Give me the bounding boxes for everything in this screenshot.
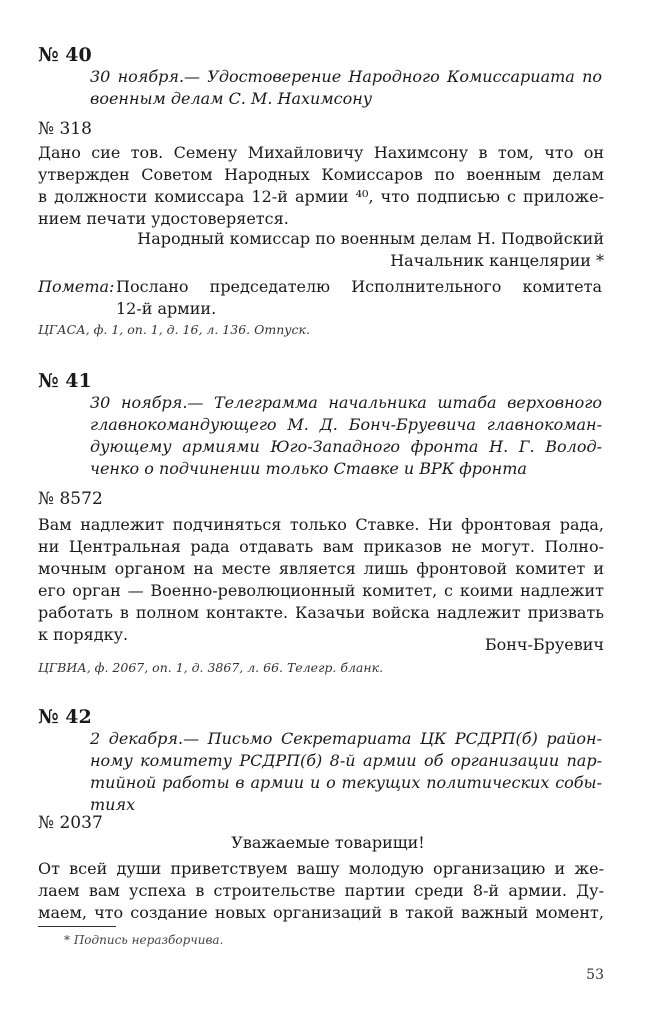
footnote-divider [38, 926, 116, 927]
document-number-40: № 40 [38, 44, 92, 66]
body-line: Дано сие тов. Семену Михайловичу Нахимсону в том, что он [38, 143, 604, 162]
archive-source-40: ЦГАСА, ф. 1, оп. 1, д. 16, л. 136. Отпуск. [38, 322, 310, 337]
note-line: Послано председателю Исполнительного комитета [116, 277, 602, 296]
footnote: * Подпись неразборчива. [64, 933, 224, 947]
document-number-41: № 41 [38, 370, 92, 392]
note-line: 12-й армии. [116, 299, 217, 318]
body-line: работать в полном контакте. Казачьи войска надлежит призвать [38, 603, 604, 622]
body-line: его орган — Военно-революционный комитет, с коими надлежит [38, 581, 604, 600]
heading-line: 30 ноября.— Удостоверение Народного Комиссариата по [90, 67, 602, 86]
heading-line: главнокомандующего М. Д. Бонч-Бруевича главнокоман- [90, 415, 602, 434]
heading-line: 30 ноября.— Телеграмма начальника штаба верховного [90, 393, 602, 412]
registry-number-8572: № 8572 [38, 489, 103, 509]
heading-line: дующему армиями Юго-Западного фронта Н. Г. Волод- [90, 437, 602, 456]
body-line: маем, что создание новых организаций в такой важный момент, [38, 903, 604, 922]
registry-number-2037: № 2037 [38, 813, 103, 833]
note-label: Помета: [38, 277, 115, 296]
heading-line: ченко о подчинении только Ставке и ВРК фронта [90, 459, 527, 478]
heading-line: ному комитету РСДРП(б) 8-й армии об организации пар- [90, 751, 602, 770]
page-number: 53 [586, 967, 604, 983]
document-heading-42 [90, 728, 602, 816]
heading-line: тиях [90, 795, 136, 814]
heading-line: военным делам С. М. Нахимсону [90, 89, 373, 108]
heading-line: тийной работы в армии и о текущих политических собы- [90, 773, 602, 792]
document-body-42 [38, 858, 604, 924]
body-line: мочным органом на месте является лишь фронтовой комитет и [38, 559, 604, 578]
signature-office-head: Начальник канцелярии * [390, 251, 604, 270]
document-body-41 [38, 514, 604, 646]
document-heading-41 [90, 392, 602, 480]
heading-line: 2 декабря.— Письмо Секретариата ЦК РСДРП(б) район- [90, 729, 602, 748]
signature-bonch-bruevich: Бонч-Бруевич [484, 635, 604, 654]
body-line: нием печати удостоверяется. [38, 209, 289, 228]
body-line: лаем вам успеха в строительстве партии среди 8-й армии. Ду- [38, 881, 604, 900]
body-line: Вам надлежит подчиняться только Ставке. Ни фронтовая рада, [38, 515, 604, 534]
body-line: к порядку. [38, 625, 129, 644]
salutation: Уважаемые товарищи! [231, 833, 425, 852]
note-text [116, 276, 602, 320]
registry-number-318: № 318 [38, 119, 92, 139]
document-heading-40 [90, 66, 602, 110]
note-block [38, 276, 604, 320]
document-number-42: № 42 [38, 706, 92, 728]
archive-source-41: ЦГВИА, ф. 2067, оп. 1, д. 3867, л. 66. Телегр. бланк. [38, 660, 384, 675]
body-line: утвержден Советом Народных Комиссаров по военным делам [38, 165, 604, 184]
signature-commissar: Народный комиссар по военным делам Н. Подвойский [137, 229, 604, 248]
body-line: в должности комиссара 12-й армии ⁴⁰, что подписью с приложе- [38, 187, 604, 206]
document-body-40 [38, 142, 604, 230]
body-line: ни Центральная рада отдавать вам приказов не могут. Полно- [38, 537, 604, 556]
body-line: От всей души приветствуем вашу молодую организацию и же- [38, 859, 604, 878]
